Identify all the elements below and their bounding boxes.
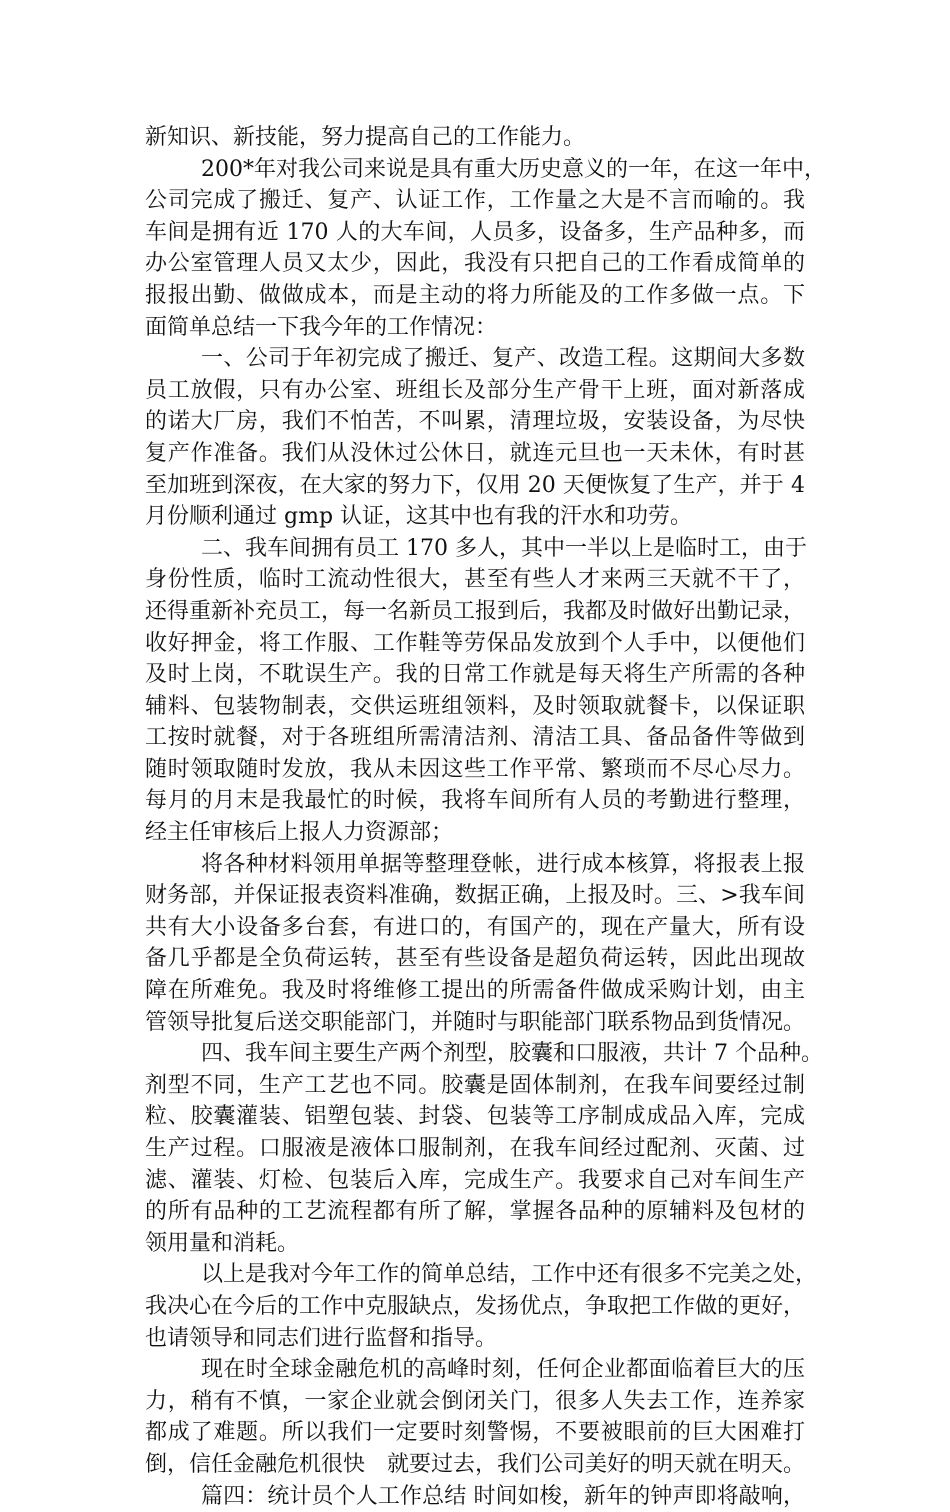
text-line: 的所有品种的工艺流程都有所了解，掌握各品种的原辅料及包材的: [145, 1199, 805, 1225]
text-line: 领用量和消耗。: [145, 1230, 300, 1256]
text-line: 滤、灌装、灯检、包装后入库，完成生产。我要求自己对车间生产: [145, 1167, 805, 1193]
text-line: 工按时就餐，对于各班组所需清洁剂、清洁工具、备品备件等做到: [145, 725, 805, 751]
text-line: 随时领取随时发放，我从未因这些工作平常、繁琐而不尽心尽力。: [145, 756, 805, 782]
text-line: 办公室管理人员又太少，因此，我没有只把自己的工作看成简单的: [145, 251, 805, 277]
text-line: 备几乎都是全负荷运转，甚至有些设备是超负荷运转，因此出现故: [145, 946, 805, 972]
text-line: 身份性质，临时工流动性很大，甚至有些人才来两三天就不干了，: [145, 567, 805, 593]
text-line: 都成了难题。所以我们一定要时刻警惕，不要被眼前的巨大困难打: [145, 1420, 805, 1446]
text-line: 至加班到深夜，在大家的努力下，仅用 20 天便恢复了生产，并于 4: [145, 472, 805, 498]
text-line: 公司完成了搬迁、复产、认证工作，工作量之大是不言而喻的。我: [145, 188, 805, 214]
text-line: 管领导批复后送交职能部门，并随时与职能部门联系物品到货情况。: [145, 1009, 806, 1035]
text-line: 200*年对我公司来说是具有重大历史意义的一年，在这一年中，: [201, 156, 826, 182]
text-line: 每月的月末是我最忙的时候，我将车间所有人员的考勤进行整理，: [145, 788, 805, 814]
text-line: 共有大小设备多台套，有进口的，有国产的，现在产量大，所有设: [145, 914, 805, 940]
text-line: 一、公司于年初完成了搬迁、复产、改造工程。这期间大多数: [201, 346, 805, 372]
text-line: 复产作准备。我们从没休过公休日，就连元旦也一天未休，有时甚: [145, 440, 805, 466]
text-line: 现在时全球金融危机的高峰时刻，任何企业都面临着巨大的压: [201, 1357, 805, 1383]
text-line: 报报出勤、做做成本，而是主动的将力所能及的工作多做一点。下: [145, 282, 805, 308]
text-line: 四、我车间主要生产两个剂型，胶囊和口服液，共计 7 个品种。: [201, 1041, 823, 1067]
text-line: 面简单总结一下我今年的工作情况：: [145, 314, 498, 340]
text-line: 以上是我对今年工作的简单总结，工作中还有很多不完美之处，: [201, 1262, 818, 1288]
text-line: 障在所难免。我及时将维修工提出的所需备件做成采购计划，由主: [145, 978, 805, 1004]
text-line: 二、我车间拥有员工 170 多人，其中一半以上是临时工，由于: [201, 535, 807, 561]
text-line: 新知识、新技能，努力提高自己的工作能力。: [145, 125, 586, 150]
text-line: 粒、胶囊灌装、铝塑包装、封袋、包装等工序制成成品入库，完成: [145, 1104, 805, 1130]
text-line: 力，稍有不慎，一家企业就会倒闭关门，很多人失去工作，连养家: [145, 1388, 805, 1414]
text-line: 将各种材料领用单据等整理登帐，进行成本核算，将报表上报: [201, 851, 805, 877]
text-line: 生产过程。口服液是液体口服制剂，在我车间经过配剂、灭菌、过: [145, 1136, 805, 1161]
text-line: 及时上岗，不耽误生产。我的日常工作就是每天将生产所需的各种: [145, 662, 805, 688]
text-line: 的诺大厂房，我们不怕苦，不叫累，清理垃圾，安装设备，为尽快: [145, 409, 805, 435]
text-line: 收好押金，将工作服、工作鞋等劳保品发放到个人手中，以便他们: [145, 630, 805, 656]
text-line: 员工放假，只有办公室、班组长及部分生产骨干上班，面对新落成: [145, 377, 805, 403]
text-line: 剂型不同，生产工艺也不同。胶囊是固体制剂，在我车间要经过制: [145, 1072, 805, 1098]
document-body: [145, 122, 826, 1512]
text-line: 辅料、包装物制表，交供运班组领料，及时领取就餐卡，以保证职: [145, 693, 805, 719]
text-line: 月份顺利通过 gmp 认证，这其中也有我的汗水和功劳。: [145, 504, 693, 530]
text-line: 车间是拥有近 170 人的大车间，人员多，设备多，生产品种多，而: [145, 219, 805, 245]
text-line: 财务部，并保证报表资料准确，数据正确，上报及时。三、>我车间: [145, 883, 805, 909]
text-line: 还得重新补充员工，每一名新员工报到后，我都及时做好出勤记录，: [145, 598, 806, 624]
text-line: 也请领导和同志们进行监督和指导。: [145, 1325, 498, 1351]
text-line: 篇四：统计员个人工作总结 时间如梭，新年的钟声即将敲响，: [201, 1483, 805, 1509]
text-line: 经主任审核后上报人力资源部；: [145, 820, 454, 846]
text-line: 我决心在今后的工作中克服缺点，发扬优点，争取把工作做的更好，: [145, 1293, 806, 1319]
text-line: 倒，信任金融危机很快 就要过去，我们公司美好的明天就在明天。: [145, 1451, 806, 1477]
